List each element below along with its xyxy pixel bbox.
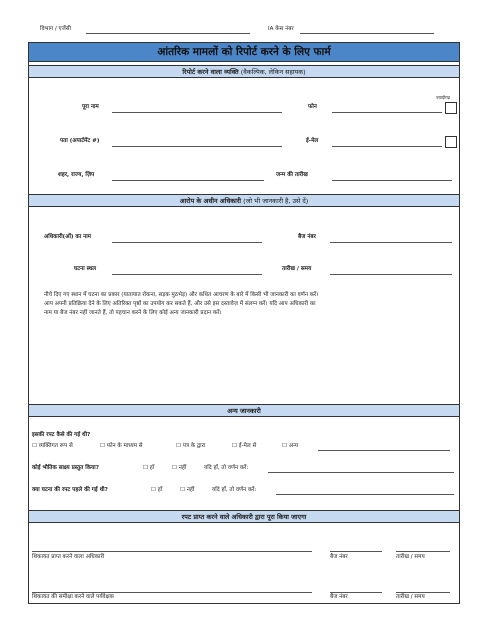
email-label: ई-मेल (306, 138, 319, 144)
instructions-paragraph (44, 291, 450, 317)
option-phone[interactable]: ☐ फोन के माध्यम से (100, 443, 143, 449)
optional-tag: ज्यादीगढ़ (436, 95, 450, 100)
full-name-field[interactable] (112, 112, 282, 113)
dob-label: जन्म की तारीख (276, 172, 308, 178)
prior-no[interactable]: ☐ नहीं (180, 487, 195, 493)
reviewer-datetime-field[interactable] (396, 592, 450, 593)
option-in-person[interactable]: ☐ व्यक्तिगत रूप से (32, 443, 73, 449)
badge-label: बैज नंबर (298, 234, 316, 240)
instructions-line: नीचे दिए गए स्थान में घटना का प्रकार (यातायात रोकना, सड़क मुठभेड़) और कथित आचरण के बारे में किसी भी जानकारी का वर्णन करें। (44, 292, 319, 298)
receiver-badge-label: बैज नंबर (330, 554, 348, 560)
receiver-label: शिकायत प्राप्त करने वाला अधिकारी (32, 554, 105, 560)
dob-field[interactable] (332, 180, 452, 181)
instructions-line: आप अपनी प्रतिक्रिया देने के लिए अतिरिक्त पृष्ठों का उपयोग कर सकते हैं, और उसे इस दस्तावेज़ में संलग्न करें। यदि आप अधिकारी का (44, 300, 316, 307)
prior-yes[interactable]: ☐ हाँ (151, 487, 163, 493)
receiver-datetime-field[interactable] (396, 551, 450, 552)
reviewer-label: शिकायत की समीक्षा करने वाले पर्यवेक्षक (32, 594, 114, 600)
officer-name-label: अधिकारी(ओं) का नाम (44, 234, 92, 240)
form-title: आंतरिक मामलों को रिपोर्ट करने के लिए फार्म (28, 42, 460, 62)
receiver-datetime-label: तारीख / समय (396, 554, 425, 560)
phone-label: फोन (308, 104, 317, 110)
evidence-no[interactable]: ☐ नहीं (172, 465, 187, 471)
address-label: पता (अपार्टमेंट #) (60, 138, 100, 144)
email-field[interactable] (332, 146, 442, 147)
evidence-question: कोई भौतिक साक्ष्य प्रस्तुत किया? (32, 465, 99, 471)
receiver-signature-field[interactable] (32, 551, 312, 552)
option-letter[interactable]: ☐ पत्र के द्वारा (176, 443, 206, 449)
officer-heading-note: (जो भी जानकारी है, उसे दें) (241, 197, 309, 205)
other-section-header (28, 404, 460, 417)
phone-checkbox[interactable] (445, 102, 457, 114)
other-method-field[interactable] (318, 450, 450, 451)
officer-section-header (28, 194, 460, 207)
official-heading: रपट प्राप्त करने वाले अधिकारी द्वारा पूरा किया जाएगा (181, 513, 307, 521)
reviewer-signature-field[interactable] (32, 592, 312, 593)
full-name-label: पूरा नाम (82, 104, 99, 110)
description-area[interactable] (40, 322, 450, 402)
location-field[interactable] (112, 274, 262, 275)
reporter-heading: रिपोर्ट करने वाला व्यक्ति (182, 68, 239, 76)
prior-description-field[interactable] (276, 494, 454, 495)
receiver-badge-field[interactable] (330, 551, 382, 552)
city-label: शहर, राज्य, ज़िप (58, 172, 95, 178)
evidence-yes[interactable]: ☐ हाँ (143, 465, 155, 471)
city-field[interactable] (112, 180, 264, 181)
phone-field[interactable] (332, 112, 442, 113)
ia-case-label: IA केस नंबर (268, 26, 294, 32)
instructions-line: नाम या बैज नंबर नहीं जानते हैं, तो पहचान करने के लिए कोई अन्य जानकारी प्रदान करें। (44, 309, 222, 316)
how-reported-question: इसकी रपट कैसे की गई थी? (32, 432, 91, 438)
option-email[interactable]: ☐ ई-मेल से (232, 443, 257, 449)
evidence-follow-label: यदि हाँ, तो वर्णन करें: (204, 465, 249, 471)
ia-case-field[interactable] (300, 33, 434, 34)
prior-follow-label: यदि हाँ, तो वर्णन करें: (212, 487, 257, 493)
reviewer-badge-field[interactable] (330, 592, 382, 593)
datetime-field[interactable] (330, 274, 452, 275)
prior-report-question: क्या घटना की रपट पहले की गई थी? (32, 487, 108, 493)
other-heading: अन्य जानकारी (227, 407, 261, 415)
officer-heading: आरोप के अधीन अधिकारी (179, 197, 242, 205)
department-label: विभाग / एजेंसी (40, 26, 72, 32)
department-field[interactable] (86, 33, 250, 34)
address-field[interactable] (112, 146, 282, 147)
reporter-heading-note: (वैकल्पिक, लेकिन सहायक) (238, 68, 306, 76)
reviewer-badge-label: बैज नंबर (330, 594, 348, 600)
location-label: घटना स्थल (74, 266, 97, 272)
badge-field[interactable] (330, 242, 452, 243)
officer-name-field[interactable] (112, 242, 262, 243)
email-checkbox[interactable] (445, 136, 457, 148)
reporter-section-header (28, 65, 460, 78)
evidence-description-field[interactable] (268, 472, 454, 473)
datetime-label: तारीख / समय (282, 266, 312, 272)
option-other[interactable]: ☐ अन्य (282, 443, 298, 449)
reviewer-datetime-label: तारीख / समय (396, 594, 425, 600)
official-section-header (28, 510, 460, 523)
